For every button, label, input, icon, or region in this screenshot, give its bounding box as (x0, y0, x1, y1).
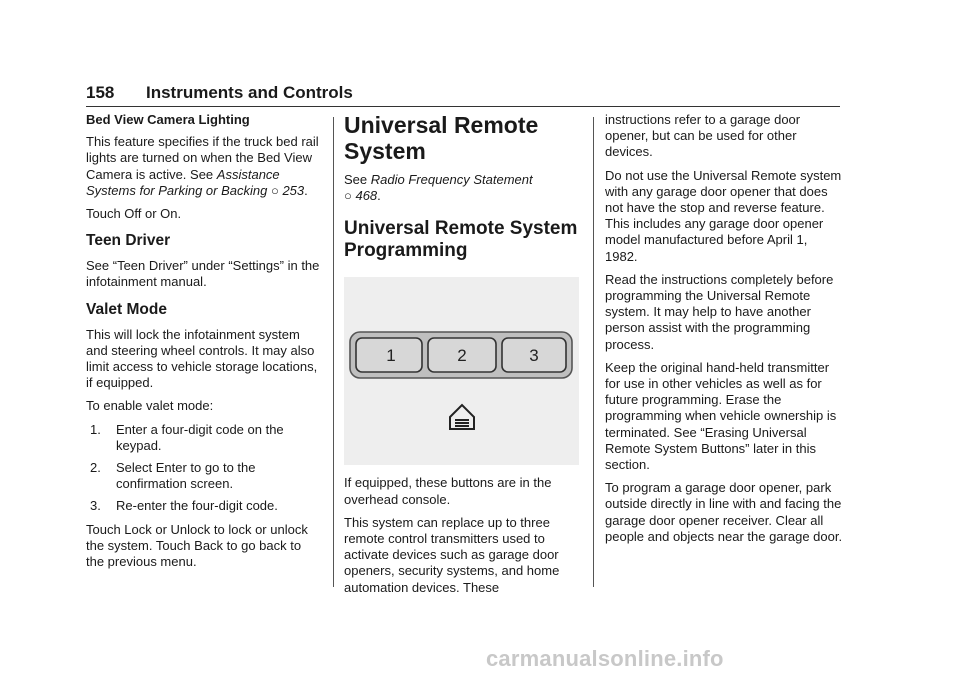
button-1-label: 1 (386, 346, 396, 366)
list-item (86, 460, 322, 492)
list-item (86, 422, 322, 454)
step-text: Enter a four-digit code on the keypad. (116, 421, 284, 453)
step-text: Select Enter to go to the confirmation screen. (116, 460, 256, 492)
keep-transmitter-text: Keep the original hand-held transmitter for use in other vehicles as well as for future programming. Erase the programming when vehicle ownership is terminated. See “Erasing Universal Remote System Buttons” later in this section. (605, 359, 837, 473)
universal-remote-title: Universal Remote System (344, 112, 539, 164)
step-number: 2. (90, 460, 101, 476)
column-divider (593, 117, 594, 587)
bed-view-heading: Bed View Camera Lighting (86, 112, 250, 127)
column-3 (605, 112, 843, 552)
console-location-text: If equipped, these buttons are in the overhead console. (344, 475, 552, 507)
see-reference (344, 172, 582, 204)
valet-mode-text: This will lock the infotainment system and steering wheel controls. It may also limit access to vehicle storage locations, if equipped. (86, 326, 318, 391)
instructions-text: instructions refer to a garage door opener, but can be used for other devices. (605, 112, 801, 160)
bed-view-touch: Touch Off or On. (86, 206, 182, 222)
step-text: Re-enter the four-digit code. (116, 498, 278, 514)
column-2 (344, 112, 582, 603)
watermark: carmanualsonline.info (486, 646, 724, 671)
step-number: 1. (90, 421, 101, 437)
overhead-console-figure (344, 277, 579, 465)
bed-view-ref-page[interactable]: ○ 253 (270, 182, 305, 198)
read-instructions-text: Read the instructions completely before programming the Universal Remote system. It may help to have another person assist with the programming process. (605, 271, 834, 352)
page-header (86, 82, 840, 107)
valet-mode-heading: Valet Mode (86, 300, 167, 318)
column-divider (333, 117, 334, 587)
page-number: 158 (86, 83, 115, 102)
radio-frequency-ref-page[interactable]: ○ 468 (344, 188, 378, 204)
bed-view-text (86, 134, 322, 199)
garage-home-icon (450, 405, 474, 429)
see-label: See (344, 172, 368, 187)
button-3-label: 3 (529, 346, 539, 366)
programming-subtitle: Universal Remote System Programming (344, 218, 578, 262)
list-item (86, 498, 322, 514)
teen-driver-heading: Teen Driver (86, 232, 171, 250)
bed-view-body: This feature specifies if the truck bed rail lights are turned on when the Bed View Camera is active. See (86, 134, 319, 182)
step-number: 3. (90, 498, 101, 514)
valet-steps (86, 422, 322, 515)
system-description-text: This system can replace up to three remote control transmitters used to activate devices such as garage door openers, security systems, and home automation devices. These (344, 514, 560, 595)
bed-view-ref-end: . (304, 182, 308, 198)
section-title: Instruments and Controls (146, 83, 353, 102)
program-garage-text: To program a garage door opener, park outside directly in line with and facing the garage door opener receiver. Clear all people and objects near the garage door. (605, 480, 843, 544)
bed-view-ref-link[interactable]: Assistance Systems for Parking or Backing (86, 166, 280, 198)
teen-driver-text: See “Teen Driver” under “Settings” in the infotainment manual. (86, 258, 320, 290)
warning-text: Do not use the Universal Remote system with any garage door opener that does not have the stop and reverse feature. This includes any garage door opener model manufactured before April 1, 1982. (605, 167, 842, 264)
button-2-label: 2 (457, 346, 467, 366)
radio-frequency-ref-link[interactable]: Radio Frequency Statement (370, 172, 533, 187)
column-1 (86, 112, 322, 577)
valet-enable-text: To enable valet mode: (86, 398, 214, 414)
see-ref-end: . (377, 188, 381, 204)
valet-closing-text: Touch Lock or Unlock to lock or unlock the system. Touch Back to go back to the previous menu. (86, 521, 308, 570)
console-buttons-illustration (344, 277, 579, 465)
